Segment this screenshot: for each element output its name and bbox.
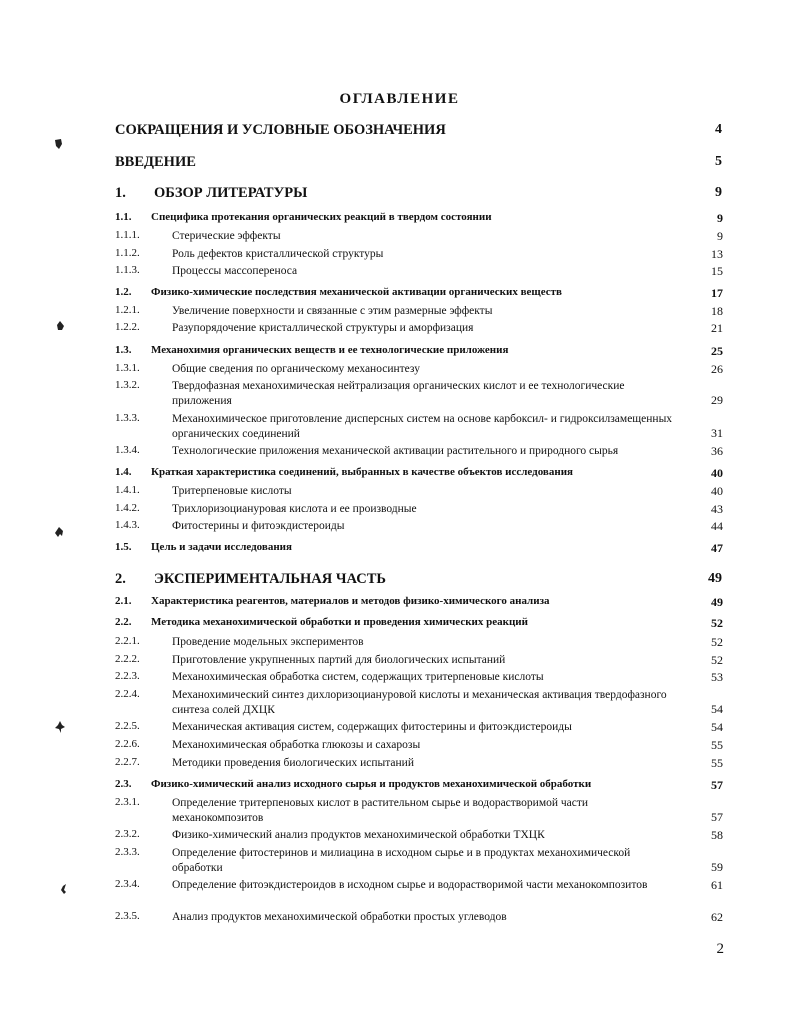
toc-entry-title: ОБЗОР ЛИТЕРАТУРЫ xyxy=(154,185,308,201)
toc-entry-number: 2.3.1. xyxy=(115,796,140,808)
toc-entry-title: Увеличение поверхности и связанные с этим размерные эффекты xyxy=(172,305,493,317)
toc-entry-title: Механохимия органических веществ и ее технологические приложения xyxy=(151,344,509,356)
toc-entry-page: 40 xyxy=(711,466,723,480)
toc-entry-number: 1.1. xyxy=(115,211,132,223)
toc-entry-title: Технологические приложения механической активации растительного и природного сырья xyxy=(172,445,619,457)
scan-speck xyxy=(54,138,63,150)
toc-entry-page: 40 xyxy=(711,484,723,498)
toc-entry-page: 26 xyxy=(711,362,723,376)
toc-entry-page: 36 xyxy=(711,444,723,458)
toc-entry-page: 47 xyxy=(711,541,723,555)
page-number: 2 xyxy=(716,941,724,957)
toc-entry-page: 18 xyxy=(711,304,723,318)
toc-entry-page: 21 xyxy=(711,321,723,335)
toc-entry-title: Стерические эффекты xyxy=(172,230,281,242)
toc-entry-number: 1.1.2. xyxy=(115,247,140,259)
toc-entry-title: Характеристика реагентов, материалов и методов физико-химического анализа xyxy=(151,595,550,607)
scan-speck xyxy=(60,883,69,895)
toc-entry-page: 9 xyxy=(717,211,723,225)
toc-entry-title: Краткая характеристика соединений, выбранных в качестве объектов исследования xyxy=(151,466,574,478)
toc-entry-title: ЭКСПЕРИМЕНТАЛЬНАЯ ЧАСТЬ xyxy=(154,571,386,587)
toc-entry-title: Механическая активация систем, содержащих фитостерины и фитоэкдистероиды xyxy=(172,721,572,733)
toc-entry-number: 2.2.1. xyxy=(115,635,140,647)
toc-entry-title: Методика механохимической обработки и проведения химических реакций xyxy=(151,616,528,628)
toc-entry-title: Процессы массопереноса xyxy=(172,265,298,277)
toc-entry-title: Механохимическая обработка систем, содержащих тритерпеновые кислоты xyxy=(172,671,544,683)
scan-speck xyxy=(56,320,65,332)
toc-entry-page: 13 xyxy=(711,247,723,261)
toc-entry-number: 1.3. xyxy=(115,344,132,356)
toc-entry-number: 1.4.1. xyxy=(115,484,140,496)
toc-entry-number: 1.4.2. xyxy=(115,502,140,514)
toc-entry-number: 2.3.3. xyxy=(115,846,140,858)
toc-entry-page: 55 xyxy=(711,756,723,770)
toc-entry-number: 2. xyxy=(115,571,126,587)
toc-entry-page: 52 xyxy=(711,635,723,649)
toc-entry-page: 15 xyxy=(711,264,723,278)
toc-entry-number: 2.2.7. xyxy=(115,756,140,768)
toc-entry-title: Приготовление укрупненных партий для биологических испытаний xyxy=(172,654,506,666)
toc-entry-page: 57 xyxy=(711,810,723,824)
toc-entry-title: Физико-химический анализ исходного сырья и продуктов механохимической обработки xyxy=(151,778,592,790)
toc-entry-page: 31 xyxy=(711,426,723,440)
toc-entry-number: 1.3.2. xyxy=(115,379,140,391)
toc-entry-page: 54 xyxy=(711,702,723,716)
toc-entry-title: Механохимический синтез дихлоризоциануровой кислоты и механическая активация твердофазного синтеза солей ДХЦК xyxy=(172,689,667,716)
toc-entry-page: 62 xyxy=(711,910,723,924)
toc-entry-title: Твердофазная механохимическая нейтрализация органических кислот и ее технологические приложения xyxy=(172,380,625,407)
toc-entry-number: 2.2.4. xyxy=(115,688,140,700)
toc-entry-title: Определение тритерпеновых кислот в растительном сырье и водорастворимой части механокомпозитов xyxy=(172,797,589,824)
scan-speck xyxy=(54,526,63,538)
toc-entry-title: Роль дефектов кристаллической структуры xyxy=(172,248,384,260)
toc-entry-number: 2.1. xyxy=(115,595,132,607)
toc-entry-page: 54 xyxy=(711,720,723,734)
toc-entry-title: Анализ продуктов механохимической обработки простых углеводов xyxy=(172,911,507,923)
page-title: ОГЛАВЛЕНИЕ xyxy=(339,91,460,107)
toc-entry-title: Физико-химические последствия механической активации органических веществ xyxy=(151,286,562,298)
toc-entry-number: 2.3.5. xyxy=(115,910,140,922)
toc-entry-number: 1.3.4. xyxy=(115,444,140,456)
toc-entry-title: Определение фитоэкдистероидов в исходном сырье и водорастворимой части механокомпозитов xyxy=(172,879,648,891)
toc-entry-page: 4 xyxy=(715,122,722,137)
toc-entry-number: 1.2. xyxy=(115,286,132,298)
toc-entry-title: Цель и задачи исследования xyxy=(151,541,292,553)
toc-entry-title: Общие сведения по органическому механосинтезу xyxy=(172,363,420,375)
toc-entry-page: 9 xyxy=(717,229,723,243)
toc-entry-page: 49 xyxy=(711,595,723,609)
toc-entry-page: 43 xyxy=(711,502,723,516)
toc-entry-title: ВВЕДЕНИЕ xyxy=(115,154,196,170)
toc-entry-number: 1.4. xyxy=(115,466,132,478)
toc-entry-number: 1.1.1. xyxy=(115,229,140,241)
toc-entry-page: 53 xyxy=(711,670,723,684)
toc-entry-page: 57 xyxy=(711,778,723,792)
toc-entry-page: 9 xyxy=(715,185,722,200)
toc-entry-page: 5 xyxy=(715,154,722,169)
toc-entry-page: 52 xyxy=(711,616,723,630)
toc-entry-number: 1.5. xyxy=(115,541,132,553)
toc-entry-number: 1.2.2. xyxy=(115,321,140,333)
toc-entry-number: 2.2. xyxy=(115,616,132,628)
toc-entry-title: Методики проведения биологических испытаний xyxy=(172,757,414,769)
toc-entry-page: 59 xyxy=(711,860,723,874)
toc-entry-page: 55 xyxy=(711,738,723,752)
toc-entry-title: Физико-химический анализ продуктов механохимической обработки ТХЦК xyxy=(172,829,545,841)
toc-entry-title: СОКРАЩЕНИЯ И УСЛОВНЫЕ ОБОЗНАЧЕНИЯ xyxy=(115,122,446,138)
toc-entry-number: 1.2.1. xyxy=(115,304,140,316)
toc-entry-title: Фитостерины и фитоэкдистероиды xyxy=(172,520,345,532)
toc-entry-title: Проведение модельных экспериментов xyxy=(172,636,364,648)
toc-entry-title: Трихлоризоциануровая кислота и ее производные xyxy=(172,503,417,515)
toc-entry-title: Специфика протекания органических реакций в твердом состоянии xyxy=(151,211,492,223)
toc-entry-page: 44 xyxy=(711,519,723,533)
toc-entry-number: 2.2.5. xyxy=(115,720,140,732)
toc-entry-number: 2.2.3. xyxy=(115,670,140,682)
toc-entry-page: 61 xyxy=(711,878,723,892)
toc-entry-title: Разупорядочение кристаллической структуры и аморфизация xyxy=(172,322,474,334)
toc-entry-number: 2.2.6. xyxy=(115,738,140,750)
toc-entry-page: 25 xyxy=(711,344,723,358)
toc-entry-page: 17 xyxy=(711,286,723,300)
toc-entry-page: 52 xyxy=(711,653,723,667)
toc-entry-title: Тритерпеновые кислоты xyxy=(172,485,292,497)
toc-entry-title: Определение фитостеринов и милиацина в исходном сырье и в продуктах механохимической обработки xyxy=(172,847,631,874)
toc-entry-number: 2.3.2. xyxy=(115,828,140,840)
toc-entry-page: 29 xyxy=(711,393,723,407)
toc-entry-number: 2.3. xyxy=(115,778,132,790)
toc-entry-number: 1.1.3. xyxy=(115,264,140,276)
toc-entry-number: 2.3.4. xyxy=(115,878,140,890)
toc-entry-number: 1.3.1. xyxy=(115,362,140,374)
toc-entry-page: 49 xyxy=(708,571,722,586)
toc-entry-page: 58 xyxy=(711,828,723,842)
toc-entry-number: 1.3.3. xyxy=(115,412,140,424)
toc-entry-number: 1.4.3. xyxy=(115,519,140,531)
toc-entry-title: Механохимическое приготовление дисперсных систем на основе карбоксил- и гидроксилзамещенных органических соединений xyxy=(172,413,673,440)
toc-entry-title: Механохимическая обработка глюкозы и сахарозы xyxy=(172,739,421,751)
scan-speck xyxy=(55,721,64,733)
toc-entry-number: 2.2.2. xyxy=(115,653,140,665)
toc-entry-number: 1. xyxy=(115,185,126,201)
